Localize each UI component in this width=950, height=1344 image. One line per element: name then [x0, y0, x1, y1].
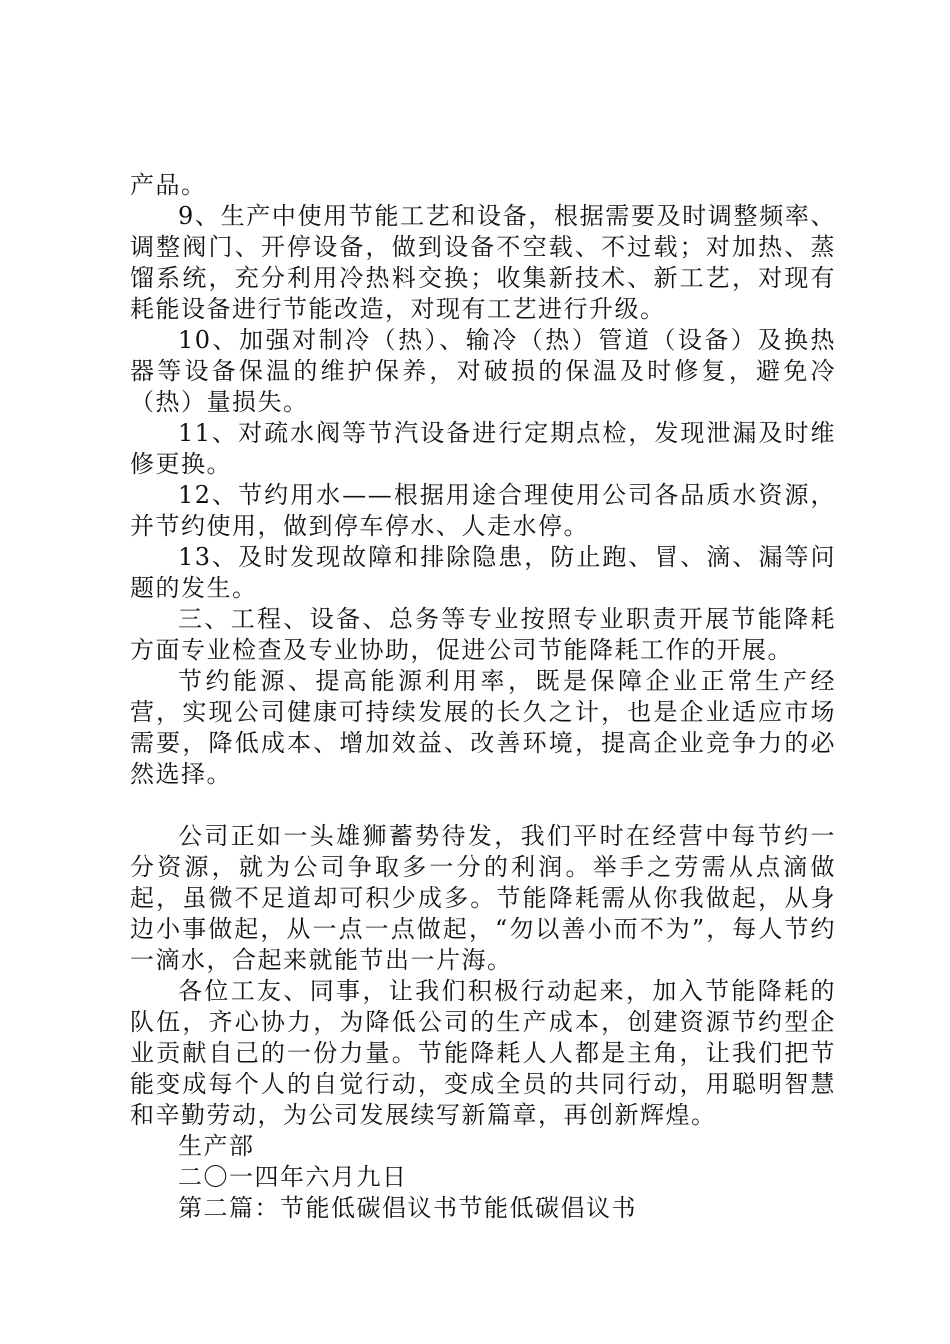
- paragraph-item-13: 13、及时发现故障和排除隐患，防止跑、冒、滴、漏等问题的发生。: [130, 543, 836, 602]
- paragraph-item-12: 12、节约用水——根据用途合理使用公司各品质水资源，并节约使用，做到停车停水、人走水停。: [130, 481, 836, 540]
- signature-department: 生产部: [178, 1132, 255, 1160]
- paragraph-item-10: 10、加强对制冷（热）、输冷（热）管道（设备）及换热器等设备保温的维护保养，对破损的保温及时修复，避免冷（热）量损失。: [130, 326, 836, 416]
- paragraph-section-3: 三、工程、设备、总务等专业按照专业职责开展节能降耗方面专业检查及专业协助，促进公司节能降耗工作的开展。: [130, 605, 836, 664]
- paragraph-gap: [130, 790, 836, 821]
- paragraph-call-to-action: 各位工友、同事，让我们积极行动起来，加入节能降耗的队伍，齐心协力，为降低公司的生产成本，创建资源节约型企业贡献自己的一份力量。节能降耗人人都是主角，让我们把节能变成每个人的自觉行动，变成全员的共同行动，用聪明智慧和辛勤劳动，为公司发展续写新篇章，再创新辉煌。: [130, 977, 836, 1129]
- paragraph-item-11: 11、对疏水阀等节汽设备进行定期点检，发现泄漏及时维修更换。: [130, 419, 836, 478]
- paragraph-company-lion: 公司正如一头雄狮蓄势待发，我们平时在经营中每节约一分资源，就为公司争取多一分的利润。举手之劳需从点滴做起，虽微不足道却可积少成多。节能降耗需从你我做起，从身边小事做起，从一点一点做起，“勿以善小而不为”，每人节约一滴水，合起来就能节出一片海。: [130, 822, 836, 974]
- document-body: [130, 170, 836, 1224]
- next-section-title: 第二篇：节能低碳倡议书节能低碳倡议书: [178, 1194, 637, 1222]
- paragraph-item-9: 9、生产中使用节能工艺和设备，根据需要及时调整频率、调整阀门、开停设备，做到设备不空载、不过载；对加热、蒸馏系统，充分利用冷热料交换；收集新技术、新工艺，对现有耗能设备进行节能改造，对现有工艺进行升级。: [130, 202, 836, 323]
- signature-date: 二〇一四年六月九日: [178, 1163, 408, 1191]
- paragraph-continuation: 产品。: [130, 171, 207, 199]
- paragraph-energy-saving: 节约能源、提高能源利用率，既是保障企业正常生产经营，实现公司健康可持续发展的长久之计，也是企业适应市场需要，降低成本、增加效益、改善环境，提高企业竞争力的必然选择。: [130, 667, 836, 788]
